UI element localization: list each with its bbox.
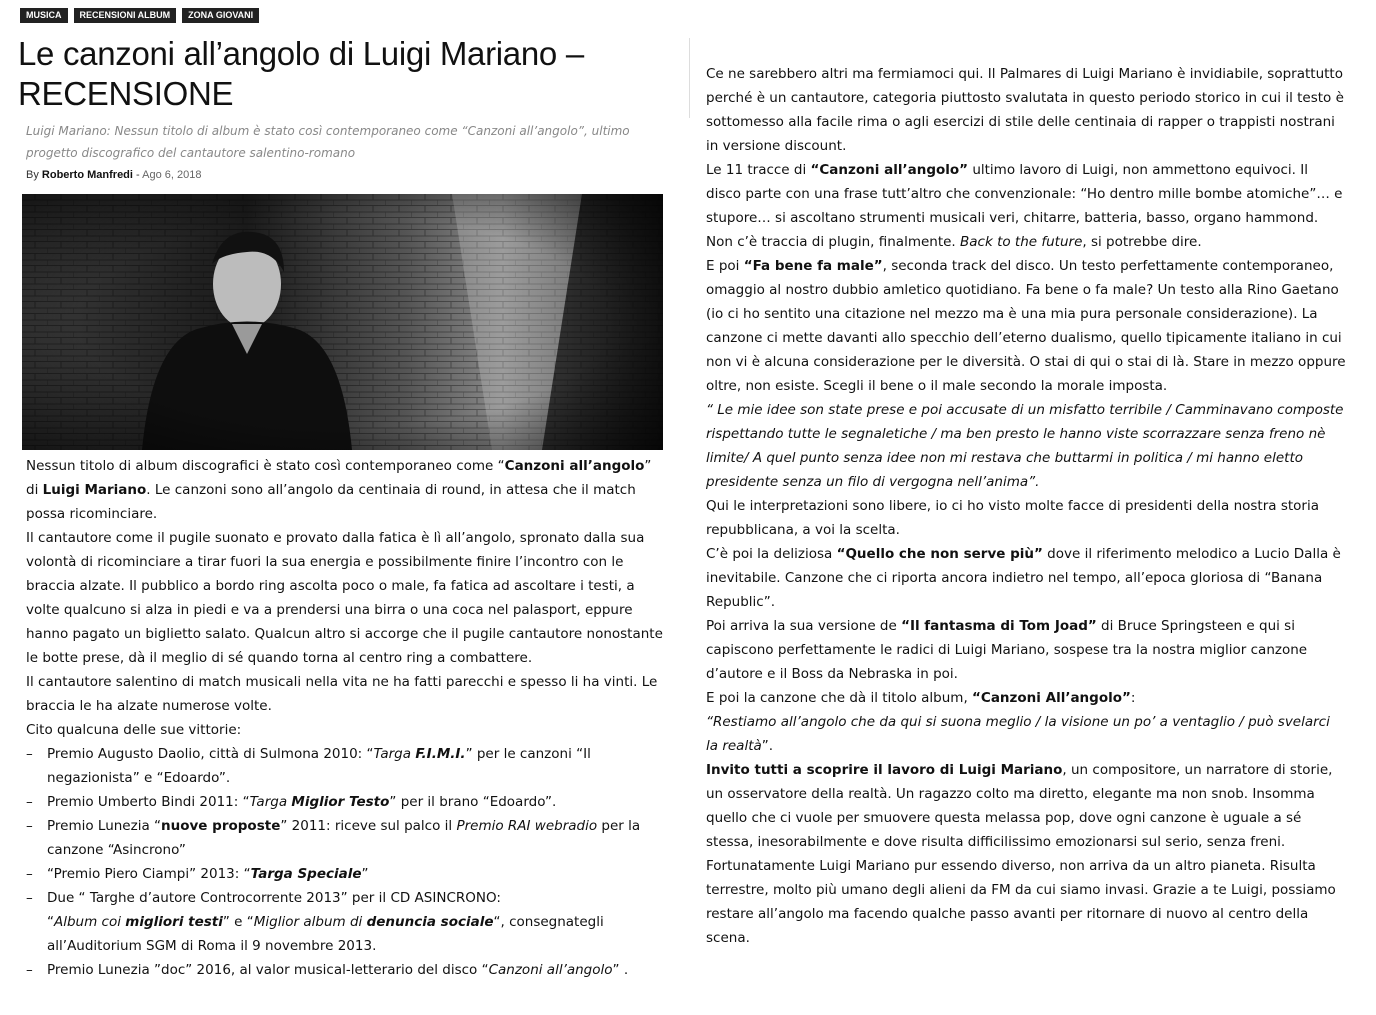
list-item: – Premio Augusto Daolio, città di Sulmona 2010: “Targa F.I.M.I.” per le canzoni “Il negazionista” e “Edoardo”. (26, 746, 591, 786)
list-item: – “Premio Piero Ciampi” 2013: “Targa Speciale” (26, 866, 369, 882)
byline (26, 169, 202, 181)
tag-musica[interactable]: MUSICA (20, 8, 68, 23)
article-subtitle: Luigi Mariano: Nessun titolo di album è stato così contemporaneo come “Canzoni all’angolo”, ultimo progetto discografico del cantautore salentino-romano (26, 124, 630, 160)
list-item: – Premio Umberto Bindi 2011: “Targa Miglior Testo” per il brano “Edoardo”. (26, 794, 557, 810)
tracks-paragraph: Le 11 tracce di “Canzoni all’angolo” ultimo lavoro di Luigi, non ammettono equivoci. Il disco parte con una frase tutt’altro che convenzionale: “Ho dentro mille bombe atomiche”… e stupore… si ascoltano strumenti musicali veri, chitarre, batteria, basso, organo hammond. Non c’è traccia di plugin, finalmente. Back to the future, si potrebbe dire. (706, 162, 1343, 250)
tag-zona-giovani[interactable]: ZONA GIOVANI (182, 8, 259, 23)
list-item: – Premio Lunezia ”doc” 2016, al valor musical-letterario del disco “Canzoni all’angolo” . (26, 962, 629, 978)
tag-recensioni-album[interactable]: RECENSIONI ALBUM (74, 8, 177, 23)
publish-date: Ago 6, 2018 (142, 169, 202, 181)
interpretations-paragraph: Qui le interpretazioni sono libere, io ci ho visto molte facce di presidenti della nostra storia repubblicana, a voi la scelta. (706, 498, 1319, 538)
quello-paragraph: C’è poi la deliziosa “Quello che non serve più” dove il riferimento melodico a Lucio Dalla è inevitabile. Canzone che ci riporta ancora indietro nel tempo, all’epoca gloriosa di “Banana Republic”. (706, 546, 1341, 610)
column-divider (689, 38, 690, 118)
byline-by: By (26, 169, 39, 181)
fa-bene-paragraph: E poi “Fa bene fa male”, seconda track del disco. Un testo perfettamente contemporaneo, omaggio al nostro dubbio amletico quotidiano. Fa bene o fa male? Un testo alla Rino Gaetano (io ci ho sentito una citazione nel mezzo ma è una mia pura personale considerazione). La canzone ci mette davanti allo specchio dell’eterno dualismo, quello tipicamente italiano in cui non vi è alcuna considerazione per le diversità. O stai di qui o stai di là. Stare in mezzo oppure oltre, non esiste. Scegli il bene o il male secondo la morale imposta. (706, 258, 1346, 394)
intro-paragraph: Nessun titolo di album discografici è stato così contemporaneo come “Canzoni all’angolo” di Luigi Mariano. Le canzoni sono all’angolo da centinaia di round, in attesa che il match possa ricominciare. (26, 458, 652, 522)
photo-artwork (22, 194, 663, 450)
title-track-quote: “Restiamo all’angolo che da qui si suona meglio / la visione un po’ a ventaglio / può svelarci la realtà”. (706, 714, 1330, 754)
title-track-paragraph: E poi la canzone che dà il titolo album, “Canzoni All’angolo”: (706, 690, 1136, 706)
matches-paragraph: Il cantautore salentino di match musicali nella vita ne ha fatti parecchi e spesso li ha vinti. Le braccia le ha alzate numerose volte. (26, 674, 658, 714)
article-title: Le canzoni all’angolo di Luigi Mariano – RECENSIONE (18, 35, 584, 112)
category-tags (20, 8, 259, 23)
victories-intro: Cito qualcuna delle sue vittorie: (26, 722, 242, 738)
article-photo (22, 194, 663, 450)
closing-paragraph: Invito tutti a scoprire il lavoro di Luigi Mariano, un compositore, un narratore di storie, un osservatore della realtà. Un ragazzo colto ma diretto, elegante ma non snob. Insomma quello che ci vuole per smuovere questa melassa pop, dove ogni canzone è uguale a sé stessa, inesorabilmente e dove risulta difficilissimo emozionarsi sul serio, senza freni. Fortunatamente Luigi Mariano pur essendo diverso, non arriva da un altro pianeta. Risulta terrestre, molto più umano degli alieni da FM da cui siamo invasi. Grazie a te Luigi, possiamo restare all’angolo ma facendo qualche passo avanti per ritornare di nuovo al centro della scena. (706, 762, 1336, 946)
article-body-right (706, 62, 1346, 950)
tom-joad-paragraph: Poi arriva la sua versione de “Il fantasma di Tom Joad” di Bruce Springsteen e qui si capiscono perfettamente le radici di Luigi Mariano, sospese tra la nostra miglior canzone d’autore e il Boss da Nebraska in poi. (706, 618, 1308, 682)
author-link[interactable]: Roberto Manfredi (41, 169, 133, 181)
byline-separator: - (136, 169, 140, 181)
boxer-paragraph: Il cantautore come il pugile suonato e provato dalla fatica è lì all’angolo, spronato dalla sua volontà di ricominciare a tirar fuori la sua energia e possibilmente finire l’incontro con le braccia alzate. Il pubblico a bordo ring ascolta poco o male, fa fatica ad ascoltare i testi, a volte qualcuno si alza in piedi e va a prendersi una birra o una coca nel palasport, eppure hanno pagato un biglietto salato. Qualcun altro si accorge che il pugile cantautore nonostante le botte prese, dà il meglio di sé quando torna al centro ring a combattere. (26, 530, 663, 666)
lyrics-quote: “ Le mie idee son state prese e poi accusate di un misfatto terribile / Camminavano composte rispettando tutte le segnaletiche / ma ben presto le hanno viste scorrazzare senza freno nè limite/ A quel punto senza idee non mi restava che buttarmi in politica / mi hanno eletto presidente senza un filo di vergogna nell’anima”. (706, 402, 1344, 490)
list-item: – Due “ Targhe d’autore Controcorrente 2013” per il CD ASINCRONO: “Album coi migliori testi” e “Miglior album di denuncia sociale“, consegnategli all’Auditorium SGM di Roma il 9 novembre 2013. (26, 890, 604, 954)
list-item: – Premio Lunezia “nuove proposte” 2011: riceve sul palco il Premio RAI webradio per la canzone “Asincrono” (26, 818, 641, 858)
article-body-left (26, 454, 666, 982)
palmares-paragraph: Ce ne sarebbero altri ma fermiamoci qui. Il Palmares di Luigi Mariano è invidiabile, soprattutto perché è un cantautore, categoria piuttosto svalutata in questo periodo storico in cui il testo è sottomesso alla facile rima o agli esercizi di stile delle centinaia di rapper o trappisti nostrani in versione discount. (706, 66, 1344, 154)
